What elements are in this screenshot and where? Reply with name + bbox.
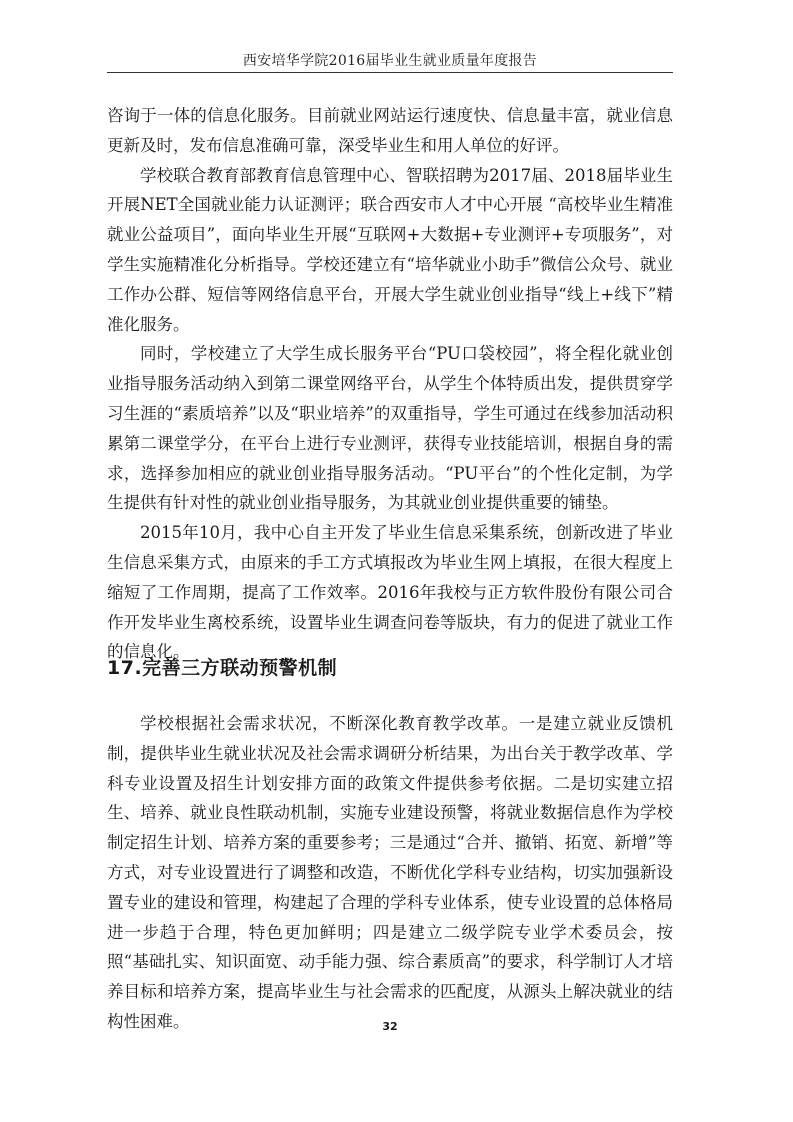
body-section-bottom [107, 709, 673, 1037]
page-number: 32 [382, 1020, 398, 1033]
paragraph-warning-mechanism: 学校根据社会需求状况，不断深化教育教学改革。一是建立就业反馈机制，提供毕业生就业状况及社会需求调研分析结果，为出台关于教学改革、学科专业设置及招生计划安排方面的政策文件提供参考依据。二是切实建立招生、培养、就业良性联动机制，实施专业建设预警，将就业数据信息作为学校制定招生计划、培养方案的重要参考；三是通过“合并、撤销、拓宽、新增”等方式，对专业设置进行了调整和改造，不断优化学科专业结构，切实加强新设置专业的建设和管理，构建起了合理的学科专业体系，使专业设置的总体格局进一步趋于合理，特色更加鲜明；四是建立二级学院专业学术委员会，按照“基础扎实、知识面宽、动手能力强、综合素质高”的要求，科学制订人才培养目标和培养方案，提高毕业生与社会需求的匹配度，从源头上解决就业的结构性困难。 [107, 714, 673, 1031]
paragraph-net-assessment: 学校联合教育部教育信息管理中心、智联招聘为2017届、2018届毕业生开展NET全国就业能力认证测评；联合西安市人才中心开展 “高校毕业生精准就业公益项目”，面向毕业生开展“互联网+大数据+专业测评+专项服务”，对学生实施精准化分析指导。学校还建立有“培华就业小助手”微信公众号、就业工作办公群、短信等网络信息平台，开展大学生就业创业指导“线上+线下”精准化服务。 [107, 165, 673, 334]
paragraph-info-system: 2015年10月，我中心自主开发了毕业生信息采集系统，创新改进了毕业生信息采集方式，由原来的手工方式填报改为毕业生网上填报，在很大程度上缩短了工作周期，提高了工作效率。2016年我校与正方软件股份有限公司合作开发毕业生离校系统，设置毕业生调查问卷等版块，有力的促进了就业工作的信息化。 [107, 523, 673, 662]
header-divider [107, 72, 673, 73]
paragraph-pu-platform: 同时，学校建立了大学生成长服务平台“PU口袋校园”，将全程化就业创业指导服务活动纳入到第二课堂网络平台，从学生个体特质出发，提供贯穿学习生涯的“素质培养”以及“职业培养”的双重指导，学生可通过在线参加活动积累第二课堂学分，在平台上进行专业测评，获得专业技能培训，根据自身的需求，选择参加相应的就业创业指导服务活动。“PU平台”的个性化定制，为学生提供有针对性的就业创业指导服务，为其就业创业提供重要的铺垫。 [107, 344, 673, 513]
body-section-top [107, 101, 673, 667]
section-heading: 17.完善三方联动预警机制 [107, 657, 338, 679]
paragraph-continued: 咨询于一体的信息化服务。目前就业网站运行速度快、信息量丰富，就业信息更新及时，发布信息准确可靠，深受毕业生和用人单位的好评。 [107, 106, 673, 155]
page-header-title: 西安培华学院2016届毕业生就业质量年度报告 [242, 53, 538, 69]
